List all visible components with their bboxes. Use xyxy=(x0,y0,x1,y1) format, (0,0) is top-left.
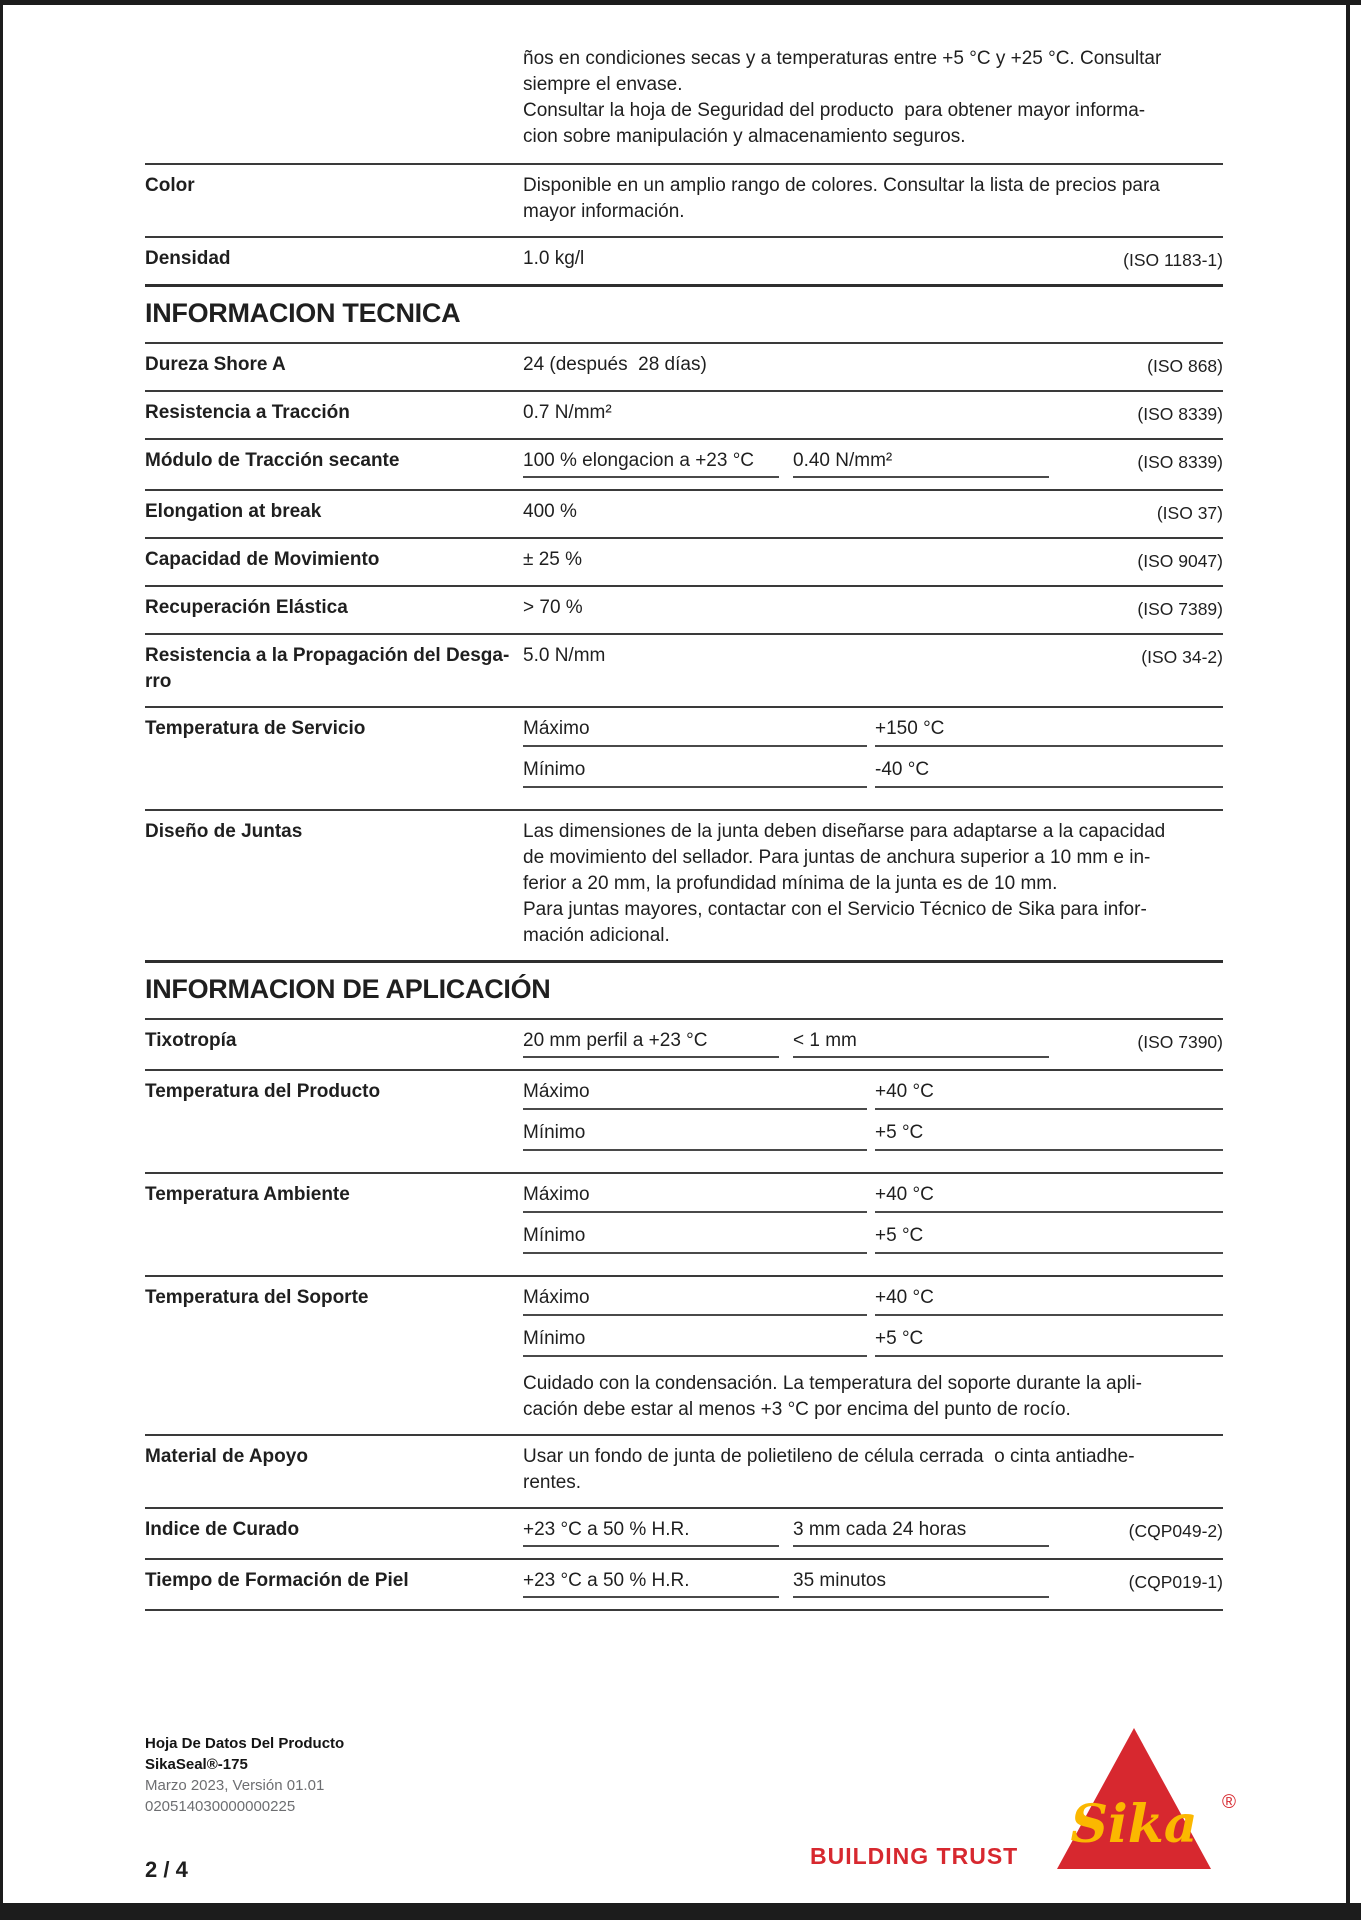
page-border-left xyxy=(0,0,3,1920)
note-line: cación debe estar al menos +3 °C por encima del punto de rocío. xyxy=(523,1399,1071,1420)
iso-reference: (ISO 37) xyxy=(1156,503,1223,523)
value-text: 0.7 N/mm² xyxy=(523,402,612,423)
row-value xyxy=(523,448,1223,478)
temp-subrow-max xyxy=(523,1285,1223,1316)
condition-cell: +23 °C a 50 % H.R. xyxy=(523,1517,779,1547)
row-label: Temperatura del Producto xyxy=(145,1081,381,1102)
row-material-apoyo xyxy=(145,1434,1223,1507)
row-value xyxy=(523,1444,1223,1496)
temp-subrow-name: Mínimo xyxy=(523,1223,867,1254)
section-informacion-tecnica xyxy=(145,284,1223,960)
temp-subrow-min xyxy=(523,1326,1223,1357)
row-value xyxy=(523,716,1223,798)
value-line: mayor información. xyxy=(523,201,685,222)
value-text: 1.0 kg/l xyxy=(523,248,585,269)
note-line: Cuidado con la condensación. La temperatura del soporte durante la apli- xyxy=(523,1373,1142,1394)
temp-subrow-max xyxy=(523,716,1223,747)
value-line: Usar un fondo de junta de polietileno de célula cerrada o cinta antiadhe- xyxy=(523,1446,1135,1467)
condition-cell: 20 mm perfil a +23 °C xyxy=(523,1028,779,1058)
temp-subrow-value: +5 °C xyxy=(875,1223,1223,1254)
row-label: Elongation at break xyxy=(145,501,322,522)
row-label: Material de Apoyo xyxy=(145,1446,308,1467)
row-dureza-shore-a xyxy=(145,342,1223,390)
iso-reference: (ISO 8339) xyxy=(1137,452,1223,472)
value-text: ± 25 % xyxy=(523,549,583,570)
iso-reference: (CQP049-2) xyxy=(1128,1521,1223,1541)
storage-note-line: siempre el envase. xyxy=(523,74,683,95)
iso-reference: (CQP019-1) xyxy=(1128,1572,1223,1592)
row-elongation xyxy=(145,489,1223,537)
result-cell: 0.40 N/mm² xyxy=(793,448,1049,478)
row-value xyxy=(523,547,1223,574)
product-code: 020514030000000225 xyxy=(145,1798,296,1815)
row-value xyxy=(523,1517,1223,1547)
row-label: Módulo de Tracción secante xyxy=(145,450,400,471)
row-value xyxy=(523,400,1223,427)
temp-subrow-value: +40 °C xyxy=(875,1182,1223,1213)
storage-note xyxy=(145,46,1223,163)
product-name: SikaSeal®-175 xyxy=(145,1756,248,1773)
row-propagacion-desgarro xyxy=(145,633,1223,706)
row-value xyxy=(523,1182,1223,1264)
row-label: Temperatura de Servicio xyxy=(145,718,366,739)
section-title: INFORMACION DE APLICACIÓN xyxy=(145,974,551,1004)
page-number: 2 / 4 xyxy=(145,1857,188,1882)
section-title: INFORMACION TECNICA xyxy=(145,298,461,328)
temp-subrow-name: Máximo xyxy=(523,716,867,747)
temp-subrow-name: Máximo xyxy=(523,1079,867,1110)
iso-reference: (ISO 1183-1) xyxy=(1123,250,1223,270)
temp-subrow-value: -40 °C xyxy=(875,757,1223,788)
row-label: Capacidad de Movimiento xyxy=(145,549,380,570)
page-border-right xyxy=(1346,0,1350,1920)
row-value xyxy=(523,643,1223,670)
temp-subrow-max xyxy=(523,1079,1223,1110)
row-tixotropia xyxy=(145,1018,1223,1069)
storage-note-line: Consultar la hoja de Seguridad del producto para obtener mayor informa- xyxy=(523,100,1146,121)
row-diseno-juntas xyxy=(145,809,1223,960)
temp-subrow-name: Máximo xyxy=(523,1182,867,1213)
value-line: Para juntas mayores, contactar con el Servicio Técnico de Sika para infor- xyxy=(523,899,1147,920)
temp-subrow-name: Mínimo xyxy=(523,1120,867,1151)
row-indice-curado xyxy=(145,1507,1223,1558)
value-line: ferior a 20 mm, la profundidad mínima de la junta es de 10 mm. xyxy=(523,873,1058,894)
row-resistencia-traccion xyxy=(145,390,1223,438)
value-text: 5.0 N/mm xyxy=(523,645,606,666)
row-modulo-traccion xyxy=(145,438,1223,489)
sika-logo xyxy=(1057,1728,1252,1870)
result-cell: 3 mm cada 24 horas xyxy=(793,1517,1049,1547)
value-line: rentes. xyxy=(523,1472,582,1493)
temp-subrow-value: +5 °C xyxy=(875,1326,1223,1357)
row-label: Temperatura Ambiente xyxy=(145,1184,350,1205)
row-recuperacion-elastica xyxy=(145,585,1223,633)
row-temperatura-ambiente xyxy=(145,1172,1223,1275)
registered-mark-icon: ® xyxy=(1222,1792,1236,1813)
temp-subrow-name: Máximo xyxy=(523,1285,867,1316)
value-line: Las dimensiones de la junta deben diseñarse para adaptarse a la capacidad xyxy=(523,821,1166,842)
iso-reference: (ISO 868) xyxy=(1147,356,1223,376)
row-label: Tixotropía xyxy=(145,1030,237,1051)
datasheet-content xyxy=(145,46,1223,1611)
label-line: Resistencia a la Propagación del Desga- xyxy=(145,645,510,666)
temp-subrow-min xyxy=(523,1223,1223,1254)
row-value xyxy=(523,246,1223,273)
row-label: Color xyxy=(145,175,195,196)
temp-subrow-value: +150 °C xyxy=(875,716,1223,747)
label-line: rro xyxy=(145,671,172,692)
row-temperatura-soporte xyxy=(145,1275,1223,1434)
iso-reference: (ISO 7390) xyxy=(1137,1032,1223,1052)
row-tiempo-formacion-piel xyxy=(145,1558,1223,1611)
page-border-top xyxy=(0,0,1361,5)
row-label: Temperatura del Soporte xyxy=(145,1287,369,1308)
row-capacidad-movimiento xyxy=(145,537,1223,585)
row-label: Densidad xyxy=(145,248,231,269)
storage-note-line: cion sobre manipulación y almacenamiento seguros. xyxy=(523,126,966,147)
page-border-bottom xyxy=(0,1903,1361,1920)
iso-reference: (ISO 7389) xyxy=(1137,599,1223,619)
row-value xyxy=(523,499,1223,526)
row-value xyxy=(523,1285,1223,1423)
building-trust-slogan: BUILDING TRUST xyxy=(810,1843,1019,1869)
row-color xyxy=(145,163,1223,236)
value-line: mación adicional. xyxy=(523,925,670,946)
row-value xyxy=(523,1568,1223,1598)
temp-subrow-value: +40 °C xyxy=(875,1079,1223,1110)
condition-cell: 100 % elongacion a +23 °C xyxy=(523,448,779,478)
row-label xyxy=(145,643,523,695)
temp-subrow-name: Mínimo xyxy=(523,757,867,788)
row-value xyxy=(523,595,1223,622)
sika-wordmark: Sika xyxy=(1070,1794,1198,1855)
row-temperatura-producto xyxy=(145,1069,1223,1172)
result-cell: 35 minutos xyxy=(793,1568,1049,1598)
row-label: Dureza Shore A xyxy=(145,354,286,375)
temp-subrow-name: Mínimo xyxy=(523,1326,867,1357)
iso-reference: (ISO 9047) xyxy=(1137,551,1223,571)
row-value xyxy=(523,173,1223,225)
row-label: Resistencia a Tracción xyxy=(145,402,350,423)
result-cell: < 1 mm xyxy=(793,1028,1049,1058)
row-label: Indice de Curado xyxy=(145,1519,300,1540)
temp-subrow-max xyxy=(523,1182,1223,1213)
condition-cell: +23 °C a 50 % H.R. xyxy=(523,1568,779,1598)
temp-subrow-value: +40 °C xyxy=(875,1285,1223,1316)
row-value xyxy=(523,352,1223,379)
value-line: de movimiento del sellador. Para juntas de anchura superior a 10 mm e in- xyxy=(523,847,1151,868)
doc-type: Hoja De Datos Del Producto xyxy=(145,1735,345,1752)
iso-reference: (ISO 8339) xyxy=(1137,404,1223,424)
row-value xyxy=(523,819,1223,949)
condensation-note xyxy=(523,1371,1223,1423)
row-value xyxy=(523,1079,1223,1161)
row-temperatura-servicio xyxy=(145,706,1223,809)
iso-reference: (ISO 34-2) xyxy=(1141,647,1223,667)
section-informacion-aplicacion xyxy=(145,960,1223,1611)
row-label: Recuperación Elástica xyxy=(145,597,348,618)
row-label: Tiempo de Formación de Piel xyxy=(145,1570,409,1591)
value-line: Disponible en un amplio rango de colores. Consultar la lista de precios para xyxy=(523,175,1160,196)
row-densidad xyxy=(145,236,1223,284)
value-text: > 70 % xyxy=(523,597,583,618)
value-text: 400 % xyxy=(523,501,577,522)
footer-meta xyxy=(145,1733,344,1817)
version-date: Marzo 2023, Versión 01.01 xyxy=(145,1777,325,1794)
row-value xyxy=(523,1028,1223,1058)
temp-subrow-min xyxy=(523,757,1223,788)
temp-subrow-min xyxy=(523,1120,1223,1151)
row-label: Diseño de Juntas xyxy=(145,821,303,842)
temp-subrow-value: +5 °C xyxy=(875,1120,1223,1151)
storage-note-line: ños en condiciones secas y a temperaturas entre +5 °C y +25 °C. Consultar xyxy=(523,48,1162,69)
value-text: 24 (después 28 días) xyxy=(523,354,707,375)
